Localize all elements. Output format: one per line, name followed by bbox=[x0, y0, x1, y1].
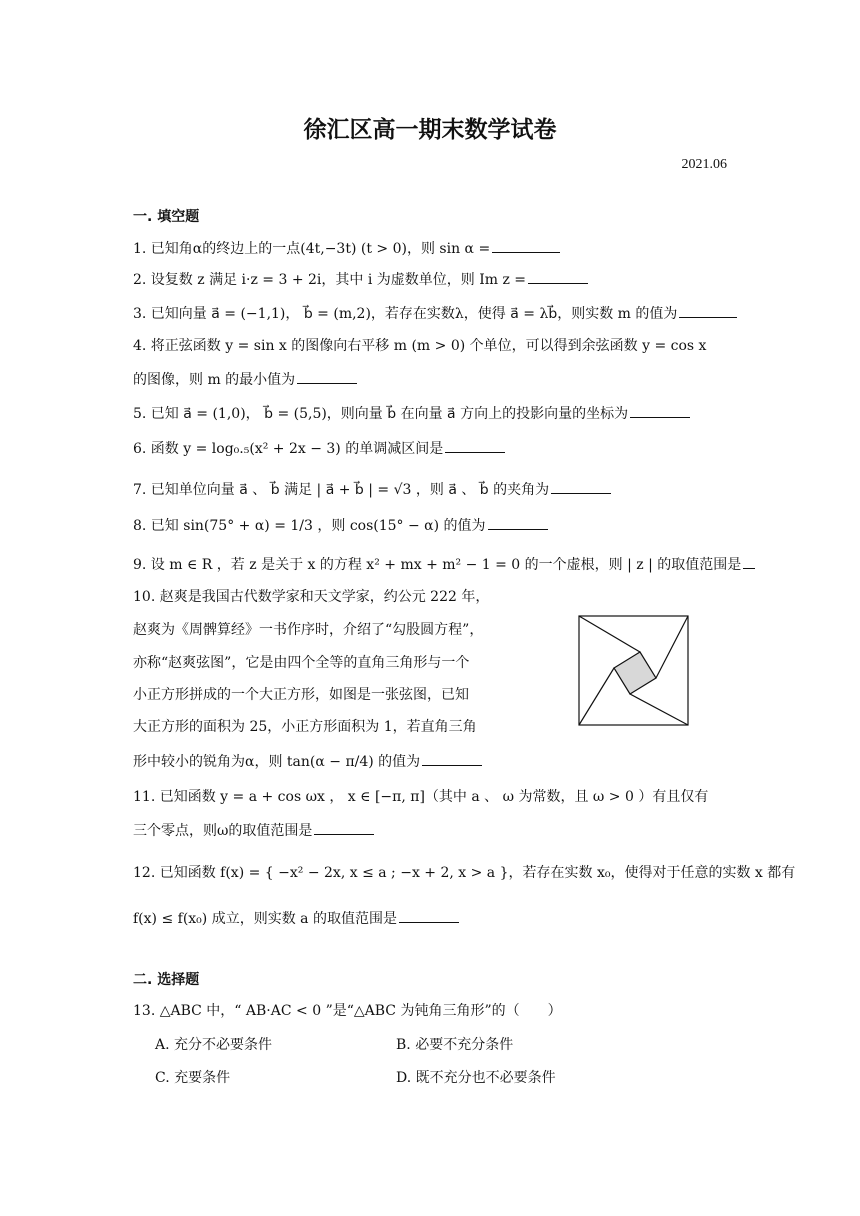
question-5 bbox=[133, 403, 690, 424]
question-10-line-1: 10. 赵爽是我国古代数学家和天文学家，约公元 222 年， bbox=[133, 589, 490, 605]
question-10-line-4: 小正方形拼成的一个大正方形，如图是一张弦图，已知 bbox=[133, 687, 469, 703]
section-fill-in: 一. 填空题 bbox=[133, 209, 200, 225]
question-10-line-5: 大正方形的面积为 25，小正方形面积为 1，若直角三角 bbox=[133, 719, 477, 735]
question-13: 13. △ABC 中，“ AB·AC < 0 ”是“△ABC 为钝角三角形”的（ ） bbox=[133, 1003, 562, 1019]
question-11-line-1: 11. 已知函数 y = a + cos ωx ， x ∈ [−π, π]（其中 a 、 ω 为常数，且 ω > 0 ）有且仅有 bbox=[133, 789, 709, 805]
question-6 bbox=[133, 438, 505, 459]
answer-blank bbox=[445, 438, 505, 453]
option-c: C. 充要条件 bbox=[155, 1070, 231, 1086]
question-11-line-2 bbox=[133, 820, 374, 841]
question-text: 的图像，则 m 的最小值为 bbox=[133, 372, 296, 388]
question-text: f(x) ≤ f(x₀) 成立，则实数 a 的取值范围是 bbox=[133, 911, 397, 927]
question-12-line-2 bbox=[133, 908, 459, 929]
section-choice: 二. 选择题 bbox=[133, 972, 200, 988]
answer-blank bbox=[679, 303, 737, 318]
option-b: B. 必要不充分条件 bbox=[396, 1037, 514, 1053]
question-10-line-2: 赵爽为《周髀算经》一书作序时，介绍了“勾股圆方程”， bbox=[133, 622, 484, 638]
answer-blank bbox=[314, 820, 374, 835]
question-text: 6. 函数 y = log₀.₅(x² + 2x − 3) 的单调减区间是 bbox=[133, 441, 444, 457]
answer-blank bbox=[492, 238, 560, 253]
question-text: 形中较小的锐角为α，则 tan(α − π/4) 的值为 bbox=[133, 754, 421, 770]
question-1 bbox=[133, 238, 560, 259]
question-text: 2. 设复数 z 满足 i·z = 3 + 2i，其中 i 为虚数单位，则 Im z = bbox=[133, 272, 527, 288]
question-2 bbox=[133, 269, 588, 290]
answer-blank bbox=[399, 908, 459, 923]
page-title: 徐汇区高一期末数学试卷 bbox=[303, 117, 557, 143]
answer-blank bbox=[488, 515, 548, 530]
question-10-line-6 bbox=[133, 751, 482, 772]
question-text: 3. 已知向量 a⃗ = (−1,1)， b⃗ = (m,2)，若存在实数λ，使得 a⃗ = λb⃗，则实数 m 的值为 bbox=[133, 306, 678, 322]
question-text: 9. 设 m ∈ R ，若 z 是关于 x 的方程 x² + mx + m² − 1 = 0 的一个虚根，则 | z | 的取值范围是 bbox=[133, 557, 742, 573]
question-text: 1. 已知角α的终边上的一点(4t,−3t) (t > 0)，则 sin α = bbox=[133, 241, 491, 257]
question-10-line-3: 亦称“赵爽弦图”，它是由四个全等的直角三角形与一个 bbox=[133, 655, 470, 671]
question-4-line-1: 4. 将正弦函数 y = sin x 的图像向右平移 m (m > 0) 个单位，可以得到余弦函数 y = cos x bbox=[133, 338, 707, 354]
answer-blank bbox=[528, 269, 588, 284]
answer-blank bbox=[630, 403, 690, 418]
question-7 bbox=[133, 479, 611, 500]
answer-blank bbox=[551, 479, 611, 494]
question-4-line-2 bbox=[133, 369, 357, 390]
option-d: D. 既不充分也不必要条件 bbox=[396, 1070, 556, 1086]
answer-blank bbox=[422, 751, 482, 766]
exam-date: 2021.06 bbox=[681, 157, 727, 172]
question-3 bbox=[133, 303, 737, 324]
question-text: 5. 已知 a⃗ = (1,0)， b⃗ = (5,5)，则向量 b⃗ 在向量 a⃗ 方向上的投影向量的坐标为 bbox=[133, 406, 629, 422]
zhao-shuang-chord-diagram bbox=[578, 615, 690, 727]
question-12-line-1: 12. 已知函数 f(x) = { −x² − 2x, x ≤ a ; −x + 2, x > a }，若存在实数 x₀，使得对于任意的实数 x 都有 bbox=[133, 865, 796, 881]
answer-blank bbox=[743, 554, 755, 569]
question-9 bbox=[133, 554, 755, 575]
answer-blank bbox=[297, 369, 357, 384]
question-text: 8. 已知 sin(75° + α) = 1/3 ，则 cos(15° − α) 的值为 bbox=[133, 518, 486, 534]
question-text: 三个零点，则ω的取值范围是 bbox=[133, 823, 313, 839]
question-text: 7. 已知单位向量 a⃗ 、 b⃗ 满足 | a⃗ + b⃗ | = √3 ，则 a⃗ 、 b⃗ 的夹角为 bbox=[133, 482, 550, 498]
question-8 bbox=[133, 515, 548, 536]
option-a: A. 充分不必要条件 bbox=[155, 1037, 273, 1053]
